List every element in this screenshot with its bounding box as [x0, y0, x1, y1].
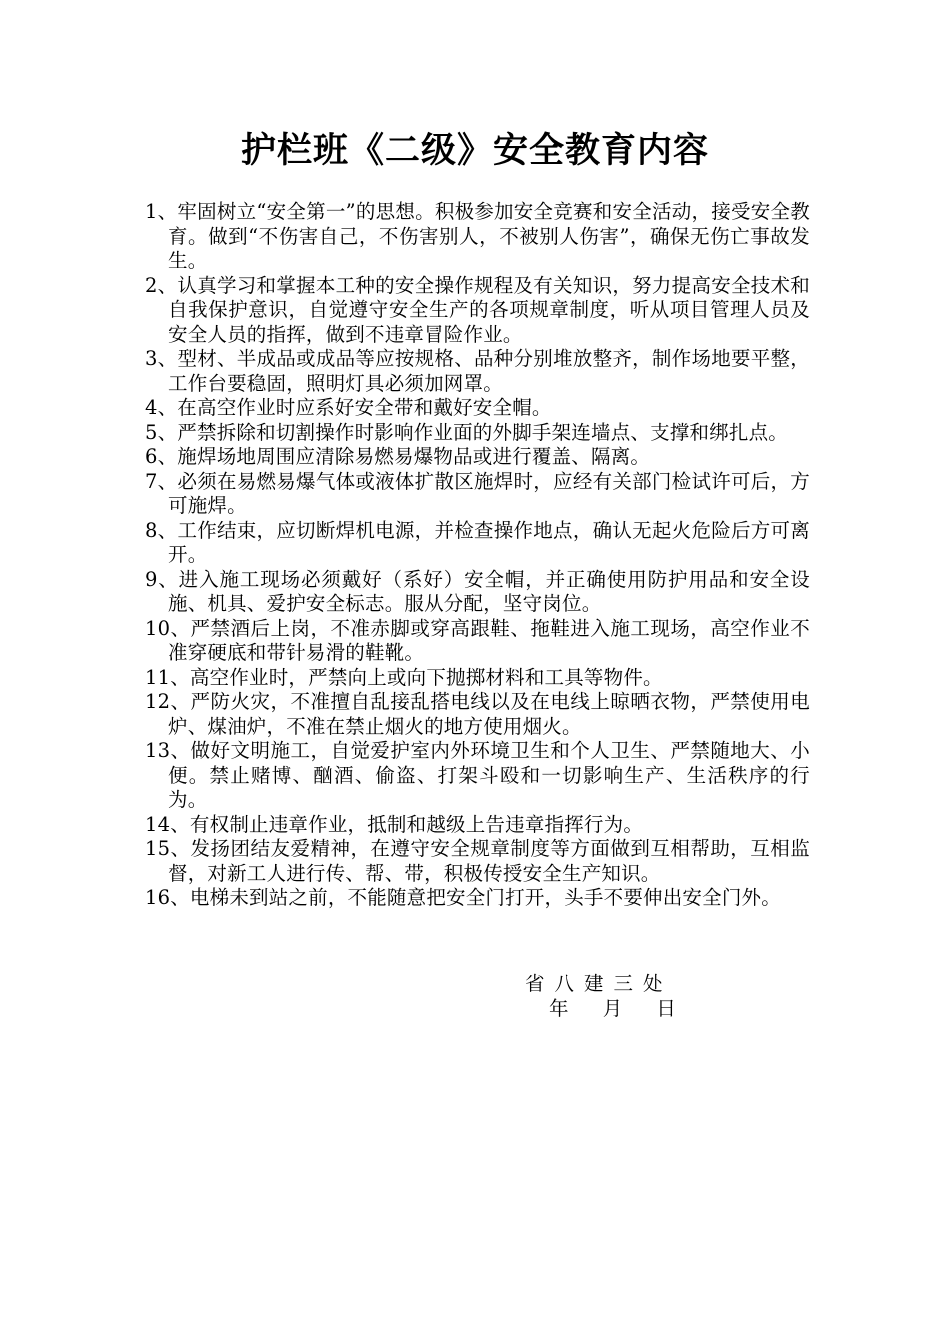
list-item: 10、严禁酒后上岗，不准赤脚或穿高跟鞋、拖鞋进入施工现场，高空作业不准穿硬底和带针易滑的鞋靴。: [145, 616, 810, 664]
document-title: 护栏班《二级》安全教育内容: [240, 130, 709, 171]
signature-organization: 省八建三处: [525, 972, 673, 995]
list-item: 4、在高空作业时应系好安全带和戴好安全帽。: [145, 396, 552, 419]
signature-date: 年 月 日: [549, 997, 690, 1020]
signature-block: [525, 971, 725, 1021]
safety-rules-list: [145, 200, 810, 911]
list-item: 6、施焊场地周围应清除易燃易爆物品或进行覆盖、隔离。: [145, 445, 651, 468]
list-item: 13、做好文明施工，自觉爱护室内外环境卫生和个人卫生、严禁随地大、小便。禁止赌博、酗酒、偷盗、打架斗殴和一切影响生产、生活秩序的行为。: [145, 739, 810, 811]
list-item: 2、认真学习和掌握本工种的安全操作规程及有关知识，努力提高安全技术和自我保护意识，自觉遵守安全生产的各项规章制度，听从项目管理人员及安全人员的指挥，做到不违章冒险作业。: [145, 273, 810, 346]
list-item: 8、工作结束，应切断焊机电源，并检查操作地点，确认无起火危险后方可离开。: [145, 518, 810, 566]
list-item: 12、严防火灾，不准擅自乱接乱搭电线以及在电线上晾晒衣物，严禁使用电炉、煤油炉，不准在禁止烟火的地方使用烟火。: [145, 690, 810, 738]
list-item: 5、严禁拆除和切割操作时影响作业面的外脚手架连墙点、支撑和绑扎点。: [145, 420, 789, 444]
list-item: 1、牢固树立“安全第一”的思想。积极参加安全竞赛和安全活动，接受安全教育。做到“不伤害自己，不伤害别人，不被别人伤害”，确保无伤亡事故发生。: [145, 200, 810, 272]
list-item: 11、高空作业时，严禁向上或向下抛掷材料和工具等物件。: [145, 665, 663, 689]
list-item: 15、发扬团结友爱精神，在遵守安全规章制度等方面做到互相帮助，互相监督，对新工人进行传、帮、带，积极传授安全生产知识。: [145, 837, 810, 885]
list-item: 9、进入施工现场必须戴好（系好）安全帽，并正确使用防护用品和安全设施、机具、爱护安全标志。服从分配，坚守岗位。: [145, 567, 810, 615]
list-item: 7、必须在易燃易爆气体或液体扩散区施焊时，应经有关部门检试许可后，方可施焊。: [145, 469, 810, 517]
list-item: 16、电梯未到站之前，不能随意把安全门打开，头手不要伸出安全门外。: [145, 886, 781, 909]
list-item: 3、型材、半成品或成品等应按规格、品种分别堆放整齐，制作场地要平整，工作台要稳固，照明灯具必须加网罩。: [145, 347, 810, 395]
list-item: 14、有权制止违章作业，抵制和越级上告违章指挥行为。: [145, 812, 644, 836]
